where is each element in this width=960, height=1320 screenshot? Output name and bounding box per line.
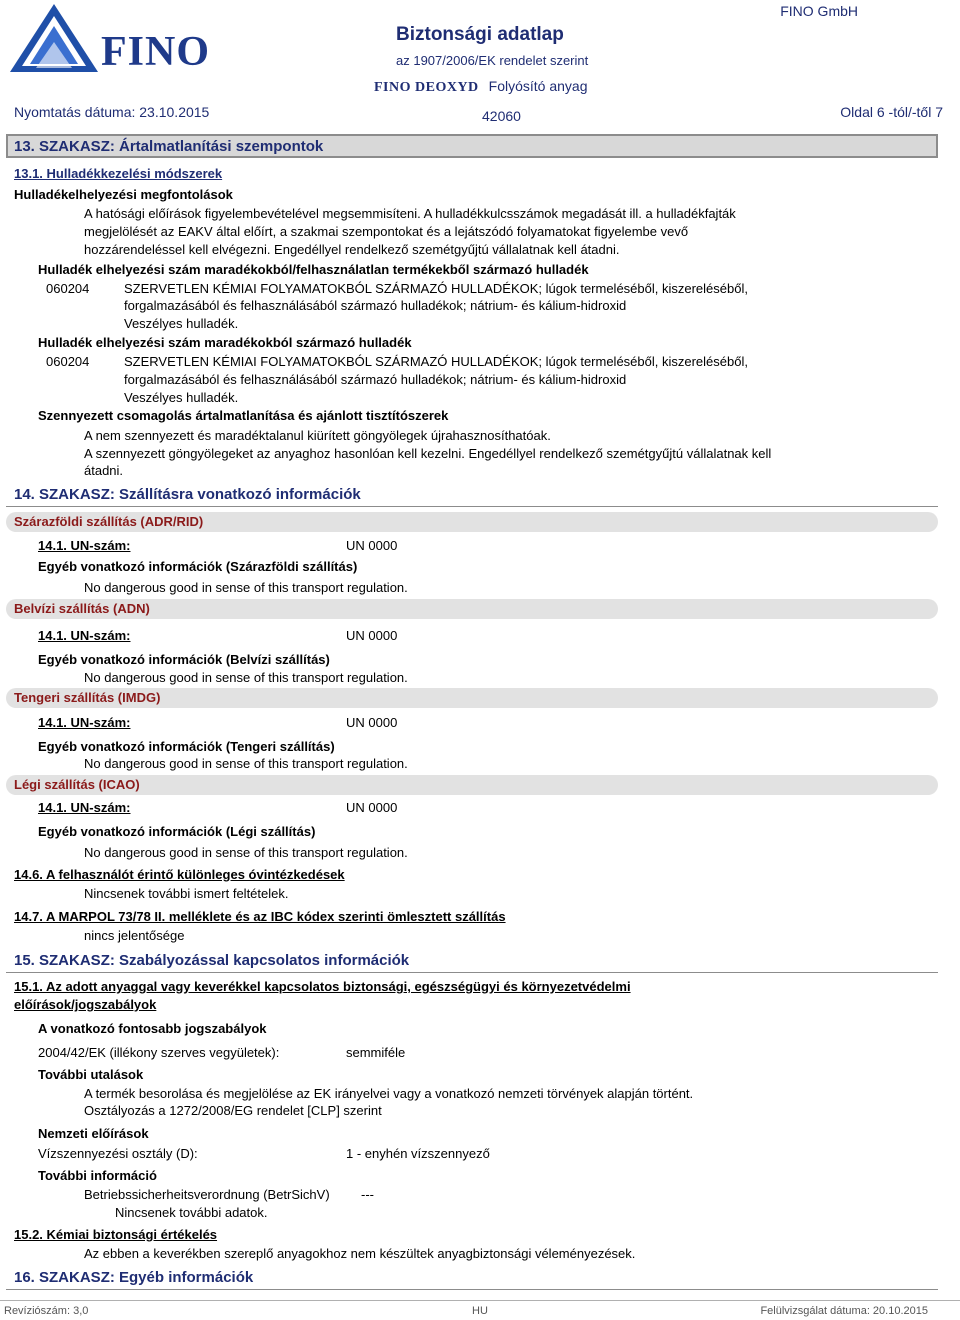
- un-number-value: UN 0000: [346, 715, 398, 730]
- un-number-label: 14.1. UN-szám:: [38, 538, 131, 553]
- un-number-value: UN 0000: [346, 800, 398, 815]
- packaging-heading: Szennyezett csomagolás ártalmatlanítása és ajánlott tisztítószerek: [38, 408, 449, 423]
- disposal-text-3: hozzárendeléssel kell elvégezni. Engedéllyel rendelkező szemétgyűjtú vállalatnak kell átadni.: [84, 242, 620, 257]
- waste-code-2: 060204: [46, 354, 90, 369]
- product-number: 42060: [482, 108, 521, 124]
- transport-mode-bar-sea: [6, 688, 938, 708]
- betrsichv-label: Betriebssicherheitsverordnung (BetrSichV): [84, 1187, 330, 1202]
- document-title: Biztonsági adatlap: [396, 24, 564, 45]
- transport-mode-label: Szárazföldi szállítás (ADR/RID): [14, 514, 204, 529]
- packaging-text-1: A nem szennyezett és maradéktalanul kiürített göngyölegek újrahasznosíthatóak.: [84, 428, 551, 443]
- section-15-title: 15. SZAKASZ: Szabályozással kapcsolatos információk: [14, 952, 410, 969]
- un-number-value: UN 0000: [346, 628, 398, 643]
- national-regulations-heading: Nemzeti előírások: [38, 1126, 149, 1141]
- waste-code-1-desc-3: Veszélyes hulladék.: [124, 316, 239, 331]
- transport-mode-bar-inland: [6, 599, 938, 619]
- further-notes-text-1: A termék besorolása és megjelölése az EK irányelvei vagy a vonatkozó nemzeti törvények alapján történt.: [84, 1086, 694, 1101]
- betrsichv-value: ---: [361, 1187, 374, 1202]
- un-number-label: 14.1. UN-szám:: [38, 628, 131, 643]
- document-subtitle: az 1907/2006/EK rendelet szerint: [396, 53, 589, 68]
- waste-code-residue-heading: Hulladék elhelyezési szám maradékokból származó hulladék: [38, 335, 412, 350]
- section-16-title: 16. SZAKASZ: Egyéb információk: [14, 1269, 254, 1286]
- voc-value: semmiféle: [346, 1045, 406, 1060]
- waste-code-1-desc-1: SZERVETLEN KÉMIAI FOLYAMATOKBÓL SZÁRMAZÓ HULLADÉKOK; lúgok termeléséből, kiszereléséből,: [124, 281, 748, 296]
- subsection-14-6-value: Nincsenek további ismert feltételek.: [84, 886, 289, 901]
- voc-label: 2004/42/EK (illékony szerves vegyületek):: [38, 1045, 280, 1060]
- packaging-text-3: átadni.: [84, 463, 124, 478]
- other-info-value: No dangerous good in sense of this transport regulation.: [84, 756, 408, 771]
- waste-code-1: 060204: [46, 281, 90, 296]
- other-info-label: Egyéb vonatkozó információk (Légi szállítás): [38, 824, 316, 839]
- waste-code-2-desc-2: forgalmazásából és felhasználásából származó hulladékok; nátrium- és kálium-hidroxid: [124, 372, 627, 387]
- product-brand: FINO DEOXYD: [374, 80, 479, 95]
- un-number-label: 14.1. UN-szám:: [38, 800, 131, 815]
- further-notes-text-2: Osztályozás a 1272/2008/EG rendelet [CLP] szerint: [84, 1103, 382, 1118]
- further-notes-heading: További utalások: [38, 1067, 144, 1082]
- packaging-text-2: A szennyezett göngyölegeket az anyaghoz hasonlóan kell kezelni. Engedéllyel rendelkező szemétgyűjtú vállalatnak kell: [84, 446, 772, 461]
- language-code: HU: [472, 1305, 488, 1317]
- review-date: Felülvizsgálat dátuma: 20.10.2015: [760, 1305, 928, 1317]
- subsection-14-7-value: nincs jelentősége: [84, 928, 185, 943]
- section-15-divider: [6, 972, 938, 973]
- subsection-15-2-value: Az ebben a keverékben szereplő anyagokhoz nem készültek anyagbiztonsági véleményezések.: [84, 1246, 636, 1261]
- section-16-divider: [6, 1289, 938, 1290]
- product-name: Folyósító anyag: [488, 78, 588, 94]
- section-13-header: [6, 134, 938, 158]
- logo-wordmark: FINO: [101, 29, 210, 75]
- section-14-divider: [6, 506, 938, 507]
- company-logo: [6, 2, 210, 75]
- transport-mode-bar-air: [6, 775, 938, 795]
- fino-logo-icon: [6, 2, 101, 74]
- transport-mode-label: Légi szállítás (ICAO): [14, 777, 140, 792]
- print-date: Nyomtatás dátuma: 23.10.2015: [14, 104, 210, 120]
- revision-number: Revíziószám: 3,0: [4, 1305, 89, 1317]
- section-13-title: 13. SZAKASZ: Ártalmatlanítási szempontok: [14, 138, 324, 155]
- relevant-regulations-heading: A vonatkozó fontosabb jogszabályok: [38, 1021, 267, 1036]
- additional-info-heading: További információ: [38, 1168, 157, 1183]
- subsection-14-7-heading: 14.7. A MARPOL 73/78 II. melléklete és az IBC kódex szerinti ömlesztett szállítás: [14, 909, 506, 924]
- disposal-heading: Hulladékelhelyezési megfontolások: [14, 187, 233, 202]
- un-number-label: 14.1. UN-szám:: [38, 715, 131, 730]
- disposal-text-2: megjelölését az EAKV által előírt, a szakmai szempontokat és a lejátszódó folyamatokat figyelembe vevő: [84, 224, 689, 239]
- subsection-13-1-heading: 13.1. Hulladékkezelési módszerek: [14, 166, 223, 181]
- transport-mode-bar-road: [6, 512, 938, 532]
- subsection-15-1-heading-2: előírások/jogszabályok: [14, 997, 157, 1012]
- other-info-value: No dangerous good in sense of this transport regulation.: [84, 670, 408, 685]
- transport-mode-label: Tengeri szállítás (IMDG): [14, 690, 161, 705]
- other-info-label: Egyéb vonatkozó információk (Szárazföldi szállítás): [38, 559, 358, 574]
- water-hazard-value: 1 - enyhén vízszennyező: [346, 1146, 490, 1161]
- un-number-value: UN 0000: [346, 538, 398, 553]
- waste-code-unused-heading: Hulladék elhelyezési szám maradékokból/felhasználatlan termékekből származó hulladék: [38, 262, 589, 277]
- other-info-value: No dangerous good in sense of this transport regulation.: [84, 845, 408, 860]
- other-info-label: Egyéb vonatkozó információk (Belvízi szállítás): [38, 652, 330, 667]
- transport-mode-label: Belvízi szállítás (ADN): [14, 601, 150, 616]
- betrsichv-note: Nincsenek további adatok.: [115, 1205, 268, 1220]
- waste-code-2-desc-1: SZERVETLEN KÉMIAI FOLYAMATOKBÓL SZÁRMAZÓ HULLADÉKOK; lúgok termeléséből, kiszereléséből,: [124, 354, 748, 369]
- waste-code-2-desc-3: Veszélyes hulladék.: [124, 390, 239, 405]
- subsection-15-1-heading-1: 15.1. Az adott anyaggal vagy keverékkel kapcsolatos biztonsági, egészségügyi és környezetvédelmi: [14, 979, 631, 994]
- product-line: [374, 78, 588, 96]
- company-name: FINO GmbH: [780, 3, 858, 19]
- waste-code-1-desc-2: forgalmazásából és felhasználásából származó hulladékok; nátrium- és kálium-hidroxid: [124, 298, 627, 313]
- section-14-title: 14. SZAKASZ: Szállításra vonatkozó információk: [14, 486, 361, 503]
- subsection-14-6-heading: 14.6. A felhasználót érintő különleges óvintézkedések: [14, 867, 345, 882]
- disposal-text-1: A hatósági előírások figyelembevételével megsemmisíteni. A hulladékkulcsszámok megadását ill. a hulladékfajták: [84, 206, 736, 221]
- other-info-value: No dangerous good in sense of this transport regulation.: [84, 580, 408, 595]
- water-hazard-label: Vízszennyezési osztály (D):: [38, 1146, 198, 1161]
- footer-divider: [0, 1300, 960, 1301]
- page-number: Oldal 6 -tól/-től 7: [840, 104, 943, 120]
- subsection-15-2-heading: 15.2. Kémiai biztonsági értékelés: [14, 1227, 218, 1242]
- other-info-label: Egyéb vonatkozó információk (Tengeri szállítás): [38, 739, 335, 754]
